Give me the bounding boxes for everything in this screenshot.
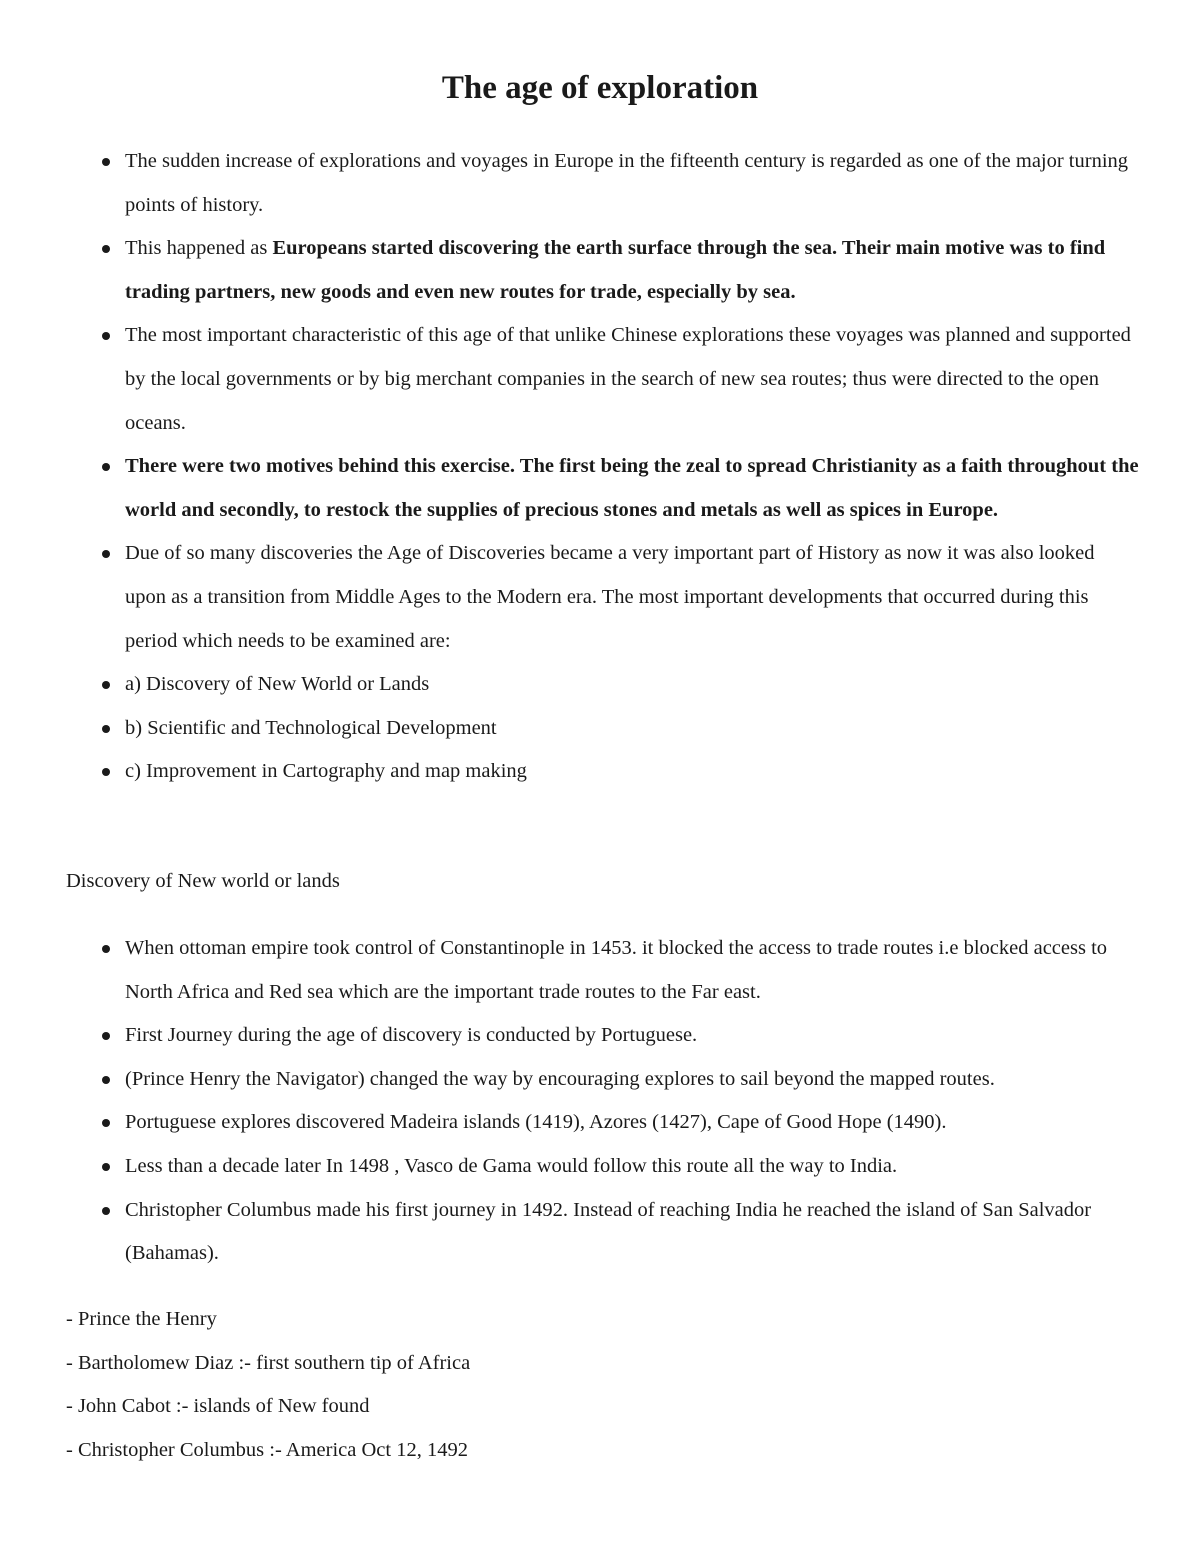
list-item [0,927,1200,1014]
list-item [0,140,1200,227]
explorer-dash-list [66,1298,470,1472]
list-item-text: First Journey during the age of discovery is conducted by Portuguese. [125,1024,698,1047]
list-item-text: Christopher Columbus made his first journey in 1492. Instead of reaching India he reached the island of San Salvador (Bahamas). [125,1198,1092,1265]
list-item-text: b) Scientific and Technological Development [125,716,497,739]
bullet-icon [102,1163,110,1171]
dash-item: - John Cabot :- islands of New found [66,1395,370,1418]
section-heading: Discovery of New world or lands [66,870,340,892]
list-item-text: The sudden increase of explorations and voyages in Europe in the fifteenth century is regarded as one of the major turning points of history. [125,150,1129,216]
list-item [0,707,1200,751]
list-item-text: When ottoman empire took control of Constantinople in 1453. it blocked the access to trade routes i.e blocked access to North Africa and Red sea which are the important trade routes to the Far east. [125,937,1108,1003]
bullet-icon [102,725,110,733]
bullet-icon [102,332,110,340]
bullet-icon [102,463,110,471]
list-item-text: This happened as [125,237,273,260]
bullet-icon [102,681,110,689]
dash-item: - Christopher Columbus :- America Oct 12, 1492 [66,1438,468,1461]
discovery-bullet-list [0,927,1200,1276]
list-item-text: The most important characteristic of this age of that unlike Chinese explorations these voyages was planned and supported by the local governments or by big merchant companies in the search of new sea routes; thus were directed to the open oceans. [125,324,1131,434]
list-item [0,1189,1200,1276]
list-item-text: Portuguese explores discovered Madeira islands (1419), Azores (1427), Cape of Good Hope (1490). [125,1111,947,1134]
list-item-bold-text: Europeans started discovering the earth surface through the sea. Their main motive was to find trading partners, new goods and even new routes for trade, especially by sea. [125,237,1106,303]
list-item [0,1101,1200,1145]
list-item-text: Less than a decade later In 1498 , Vasco de Gama would follow this route all the way to India. [125,1154,898,1177]
bullet-icon [102,768,110,776]
bullet-icon [102,158,110,166]
dash-item: - Bartholomew Diaz :- first southern tip of Africa [66,1351,471,1374]
intro-bullet-list [0,140,1200,794]
bullet-icon [102,550,110,558]
list-item [0,750,1200,794]
list-item [0,227,1200,314]
bullet-icon [102,945,110,953]
list-item-text: c) Improvement in Cartography and map making [125,760,527,783]
bullet-icon [102,245,110,253]
list-item-text: (Prince Henry the Navigator) changed the way by encouraging explores to sail beyond the mapped routes. [125,1067,995,1090]
list-item [0,445,1200,532]
bullet-icon [102,1076,110,1084]
bullet-icon [102,1119,110,1127]
bullet-icon [102,1032,110,1040]
list-item [0,1014,1200,1058]
list-item [0,1058,1200,1102]
list-item-text: There were two motives behind this exercise. The first being the zeal to spread Christianity as a faith throughout the world and secondly, to restock the supplies of precious stones and metals as well as spices in Europe. [125,455,1139,521]
dash-item: - Prince the Henry [66,1308,217,1330]
list-item [0,532,1200,663]
list-item-text: Due of so many discoveries the Age of Discoveries became a very important part of History as now it was also looked upon as a transition from Middle Ages to the Modern era. The most important developments that occurred during this period which needs to be examined are: [125,542,1095,652]
list-item [0,663,1200,707]
bullet-icon [102,1207,110,1215]
page-title: The age of exploration [441,70,759,106]
list-item [0,314,1200,445]
list-item-text: a) Discovery of New World or Lands [125,673,430,696]
list-item [0,1145,1200,1189]
